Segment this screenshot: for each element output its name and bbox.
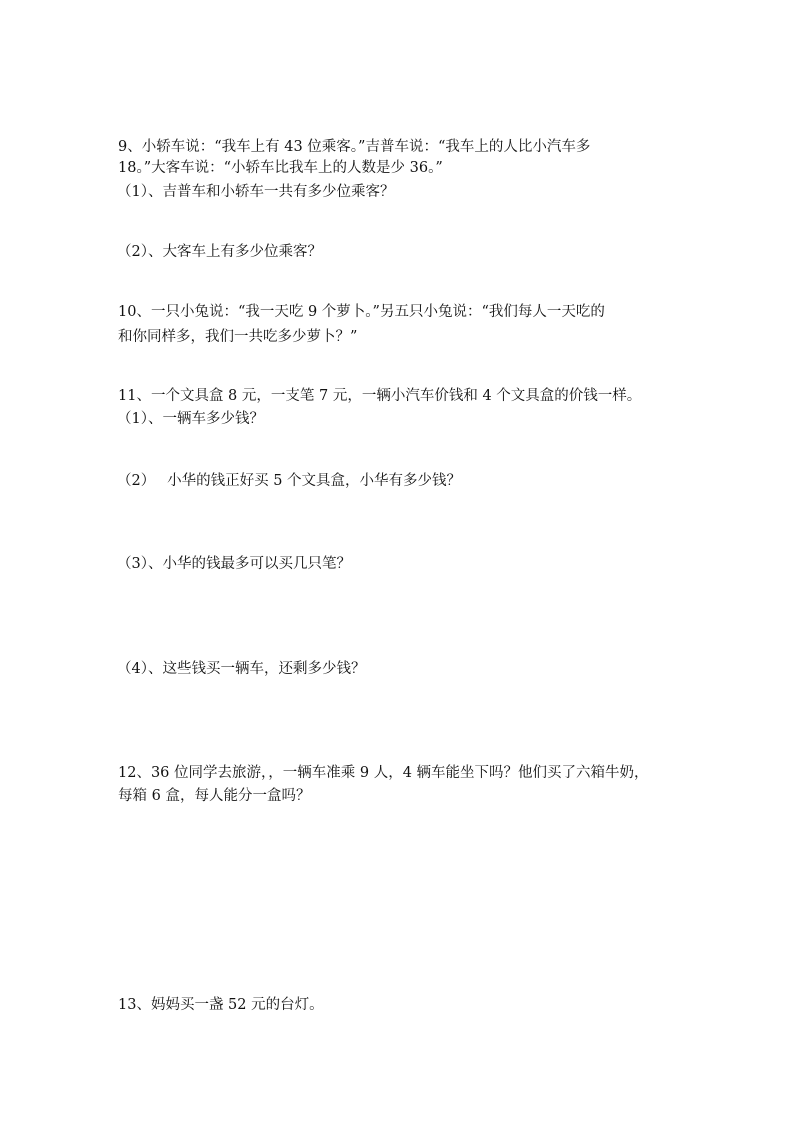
question-10-line-2: 和你同样多，我们一共吃多少萝卜？” xyxy=(118,329,358,345)
question-12-line-2: 每箱 6 盒，每人能分一盒吗？ xyxy=(118,788,311,804)
question-9-line-1: 9、小轿车说：“我车上有 43 位乘客。”吉普车说：“我车上的人比小汽车多 xyxy=(118,139,591,155)
question-9-part-1: （1）、吉普车和小轿车一共有多少位乘客？ xyxy=(117,184,395,200)
question-9-part-2: （2）、大客车上有多少位乘客？ xyxy=(117,244,322,260)
question-13-line-1: 13、妈妈买一盏 52 元的台灯。 xyxy=(118,997,324,1013)
question-10-line-1: 10、一只小兔说：“我一天吃 9 个萝卜。”另五只小兔说：“我们每人一天吃的 xyxy=(118,304,605,320)
question-9-line-2: 18。”大客车说：“小轿车比我车上的人数是少 36。” xyxy=(118,160,443,176)
question-11-part-1: （1）、一辆车多少钱？ xyxy=(117,411,264,427)
question-11-part-2: （2） 小华的钱正好买 5 个文具盒，小华有多少钱？ xyxy=(117,473,462,489)
question-11-line-1: 11、一个文具盒 8 元，一支笔 7 元，一辆小汽车价钱和 4 个文具盒的价钱一样。 xyxy=(118,388,642,404)
question-12-line-1: 12、36 位同学去旅游，，一辆车准乘 9 人，4 辆车能坐下吗？他们买了六箱牛奶， xyxy=(118,765,649,781)
question-11-part-4: （4）、这些钱买一辆车，还剩多少钱？ xyxy=(117,661,366,677)
question-11-part-3: （3）、小华的钱最多可以买几只笔？ xyxy=(117,556,351,572)
